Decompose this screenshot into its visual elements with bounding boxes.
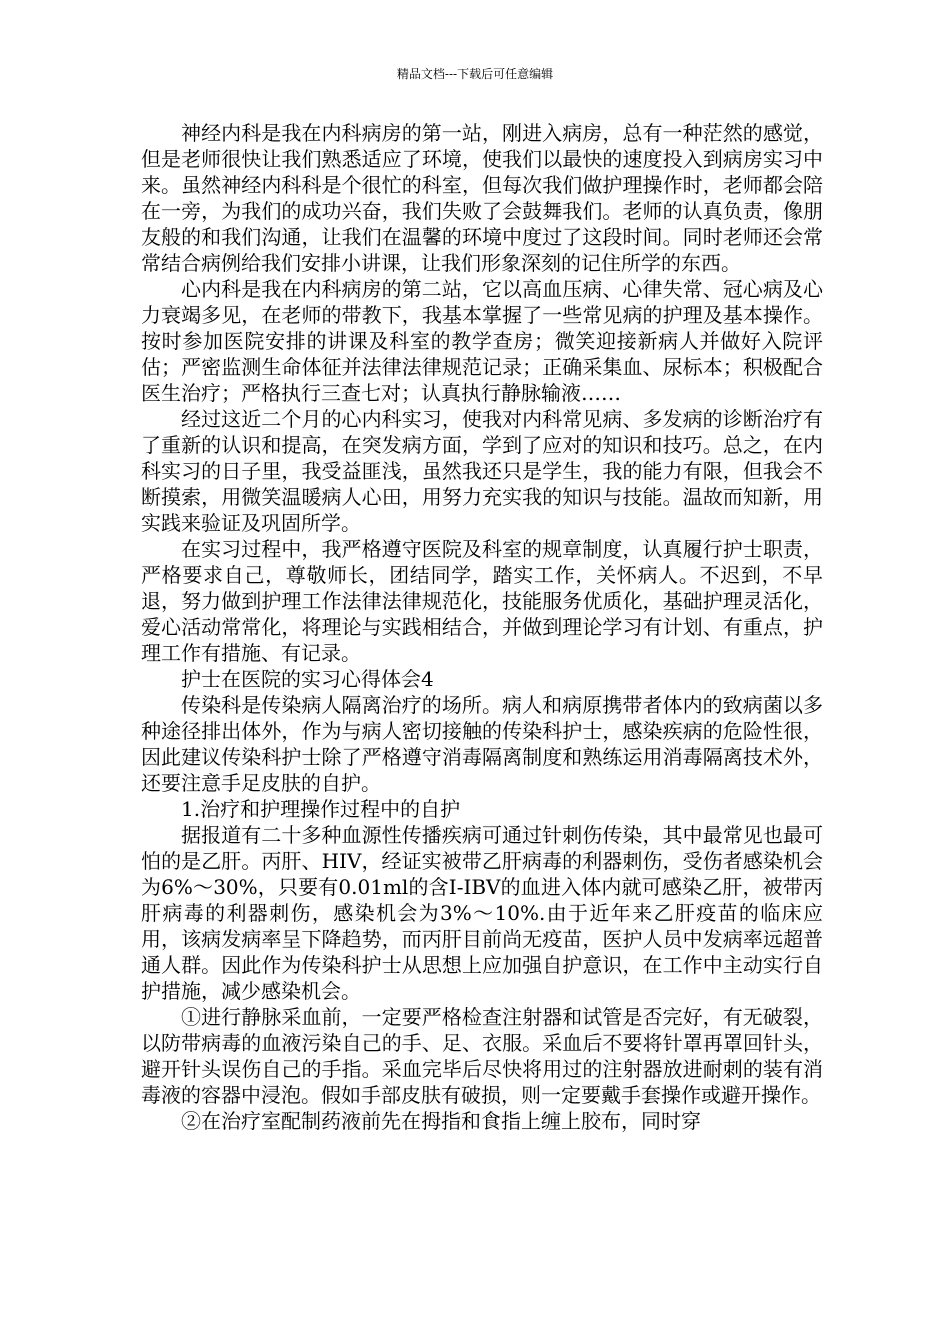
section-title-experience-4: 护士在医院的实习心得体会4 (181, 667, 434, 691)
paragraph-cardiology: 心内科是我在内科病房的第二站，它以高血压病、心律失常、冠心病及心力衰竭多见，在老师的带教下，我基本掌握了一些常见病的护理及基本操作。按时参加医院安排的讲课及科室的教学查房；微笑迎接新病人并做好入院评估；严密监测生命体征并法律法律规范记录；正确采集血、尿标本；积极配合医生治疗；严格执行三查七对；认真执行静脉输液…… (141, 277, 823, 405)
subheading-self-protection: 1.治疗和护理操作过程中的自护 (181, 797, 461, 821)
page-header: 精品文档---下载后可任意编辑 (396, 67, 554, 81)
paragraph-internship-conduct: 在实习过程中，我严格遵守医院及科室的规章制度，认真履行护士职责，严格要求自己，尊敬师长，团结同学，踏实工作，关怀病人。不迟到，不早退，努力做到护理工作法律法律规范化，技能服务优质化，基础护理灵活化，爱心活动常常化，将理论与实践相结合，并做到理论学习有计划、有重点，护理工作有措施、有记录。 (141, 537, 823, 665)
document-body (141, 120, 823, 1134)
paragraph-medication-prep: ②在治疗室配制药液前先在拇指和食指上缠上胶布，同时穿 (181, 1109, 701, 1133)
paragraph-neurology: 神经内科是我在内科病房的第一站，刚进入病房，总有一种茫然的感觉，但是老师很快让我们熟悉适应了环境，使我们以最快的速度投入到病房实习中来。虽然神经内科科是个很忙的科室，但每次我们做护理操作时，老师都会陪在一旁，为我们的成功兴奋，我们失败了会鼓舞我们。老师的认真负责，像朋友般的和我们沟通，让我们在温馨的环境中度过了这段时间。同时老师还会常常结合病例给我们安排小讲课，让我们形象深刻的记住所学的东西。 (141, 121, 823, 275)
paragraph-infectious-dept: 传染科是传染病人隔离治疗的场所。病人和病原携带者体内的致病菌以多种途径排出体外，作为与病人密切接触的传染科护士，感染疾病的危险性很，因此建议传染科护士除了严格遵守消毒隔离制度和熟练运用消毒隔离技术外，还要注意手足皮肤的自护。 (141, 693, 823, 795)
paragraph-bloodborne-risk: 据报道有二十多种血源性传播疾病可通过针刺伤传染，其中最常见也最可怕的是乙肝。丙肝、HIV，经证实被带乙肝病毒的利器刺伤，受伤者感染机会为6%～30%，只要有0.01ml的含I-IBV的血进入体内就可感染乙肝，被带丙肝病毒的利器刺伤，感染机会为3%～10%.由于近年来乙肝疫苗的临床应用，该病发病率呈下降趋势，而丙肝目前尚无疫苗，医护人员中发病率远超普通人群。因此作为传染科护士从思想上应加强自护意识，在工作中主动实行自护措施，减少感染机会。 (141, 823, 823, 1003)
paragraph-venous-sampling: ①进行静脉采血前，一定要严格检查注射器和试管是否完好，有无破裂，以防带病毒的血液污染自己的手、足、衣服。采血后不要将针罩再罩回针头，避开针头误伤自己的手指。采血完毕后尽快将用过的注射器放进耐刺的装有消毒液的容器中浸泡。假如手部皮肤有破损，则一定要戴手套操作或避开操作。 (141, 1005, 823, 1107)
paragraph-cardiology-summary: 经过这近二个月的心内科实习，使我对内科常见病、多发病的诊断治疗有了重新的认识和提高，在突发病方面，学到了应对的知识和技巧。总之，在内科实习的日子里，我受益匪浅，虽然我还只是学生，我的能力有限，但我会不断摸索，用微笑温暖病人心田，用努力充实我的知识与技能。温故而知新，用实践来验证及巩固所学。 (141, 407, 823, 535)
